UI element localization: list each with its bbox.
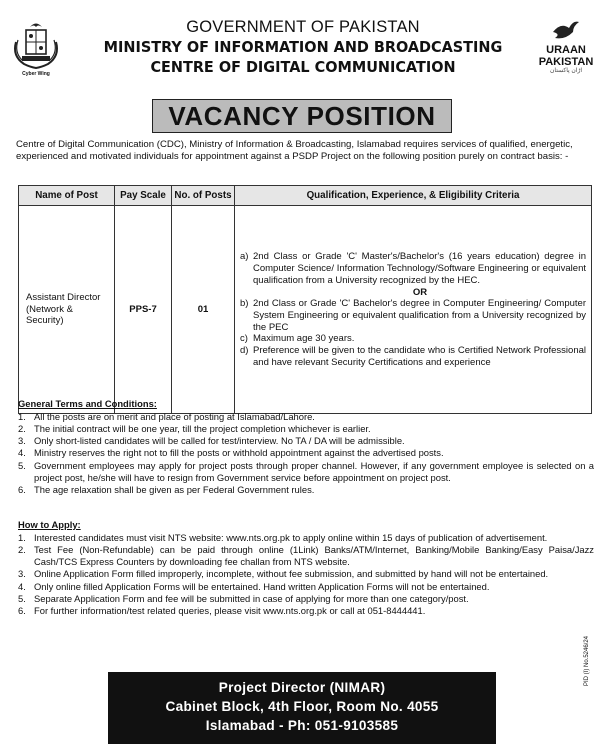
pay-scale-cell: PPS-7 [115, 206, 172, 414]
qualification-item: b) 2nd Class or Grade 'C' Bachelor's degree in Computer Engineering/ Computer System Engineering or equivalent qualification from a University recognized by the PEC [240, 298, 586, 333]
table-row [19, 206, 592, 414]
footer-phone: Islamabad - Ph: 051-9103585 [205, 718, 399, 733]
uraan-pakistan-logo [534, 18, 598, 84]
list-item: 5. Government employees may apply for project posts through proper channel. However, if any government employee is selected on a project post, he/she will have to resign from Government service before appointment on project post. [18, 459, 594, 484]
ministry-title: MINISTRY OF INFORMATION AND BROADCASTING [103, 38, 503, 56]
list-item: 6. For further information/test related queries, please visit www.nts.org.pk or call at 051-8444441. [18, 605, 426, 617]
header-titles [68, 18, 538, 77]
emblem-caption: Cyber Wing [22, 71, 50, 77]
letterhead [0, 0, 606, 90]
bird-icon [551, 18, 581, 44]
qualification-cell [235, 206, 592, 414]
post-name-cell [19, 206, 115, 414]
list-item: 2. Test Fee (Non-Refundable) can be paid through online (1Link) Banks/ATM/Internet, Banking/Mobile Banking/Easy Paisa/Jazz Cash/TCS Express Counters by downloading fee challan from NTS website. [18, 543, 594, 568]
posts-count-cell: 01 [172, 206, 235, 414]
or-label: OR [412, 286, 428, 298]
list-item: 5. Separate Application Form and fee will be submitted in case of applying for more than one category/post. [18, 593, 469, 605]
header-qualification: Qualification, Experience, & Eligibility Criteria [235, 186, 592, 206]
general-terms-section [18, 398, 594, 497]
list-item: 6. The age relaxation shall be given as per Federal Government rules. [18, 484, 315, 496]
list-item: 4. Only online filled Application Forms will be entertained. Hand written Application Forms will not be entertained. [18, 580, 490, 592]
pid-number: PID (I) No.5246/24 [584, 635, 590, 686]
uraan-logo-text-2: PAKISTAN [538, 56, 594, 68]
centre-title: CENTRE OF DIGITAL COMMUNICATION [150, 58, 456, 76]
list-item: 1. Interested candidates must visit NTS website: www.nts.org.pk to apply online within 15 days of publication of advertisement. [18, 531, 548, 543]
post-name-line2: (Network & [26, 303, 73, 315]
contact-footer [108, 672, 496, 744]
post-name-line3: Security) [26, 315, 64, 327]
how-to-apply-section [18, 519, 594, 618]
general-terms-title: General Terms and Conditions: [18, 398, 157, 409]
list-item: 3. Online Application Form filled improperly, incomplete, without fee submission, and submitted by hand will not be entertained. [18, 568, 549, 580]
footer-address: Cabinet Block, 4th Floor, Room No. 4055 [165, 699, 439, 714]
government-title: GOVERNMENT OF PAKISTAN [186, 18, 420, 36]
qualification-item: d) Preference will be given to the candidate who is Certified Network Professional and have relevant Security Certifications and experience [240, 345, 586, 369]
post-name-line1: Assistant Director [26, 292, 101, 304]
header-pay-scale: Pay Scale [115, 186, 172, 206]
state-emblem-icon [10, 18, 62, 70]
list-item: 4. Ministry reserves the right not to fill the posts or withhold appointment against the advertised posts. [18, 447, 444, 459]
list-item: 3. Only short-listed candidates will be called for test/interview. No TA / DA will be admissible. [18, 435, 405, 447]
footer-project-director: Project Director (NIMAR) [218, 680, 386, 695]
header-no-of-posts: No. of Posts [172, 186, 235, 206]
government-emblem [10, 18, 62, 80]
list-item: 1. All the posts are on merit and place of posting at Islamabad/Lahore. [18, 410, 315, 422]
uraan-tagline: اڑان پاکستان [549, 68, 583, 74]
list-item: 2. The initial contract will be one year, till the project completion whichever is earlier. [18, 422, 371, 434]
qualification-item: a) 2nd Class or Grade 'C' Master's/Bachelor's (16 years education) degree in Computer Science/ Information Technology/Software Engineering or equivalent qualification from a University recognized by the HEC. [240, 251, 586, 286]
qualification-item: c) Maximum age 30 years. [240, 333, 355, 345]
table-header-row [19, 186, 592, 206]
header-name-of-post: Name of Post [19, 186, 115, 206]
vacancy-banner: VACANCY POSITION [152, 99, 452, 133]
uraan-logo-text: URAAN [546, 44, 586, 56]
how-to-apply-title: How to Apply: [18, 519, 81, 530]
intro-paragraph: Centre of Digital Communication (CDC), Ministry of Information & Broadcasting, Islamabad requires services of qualified, energetic, experienced and motivated individuals for appointment against a PSDP Project on the following position purely on contract basis: - [16, 139, 573, 163]
vacancy-table [18, 185, 592, 414]
